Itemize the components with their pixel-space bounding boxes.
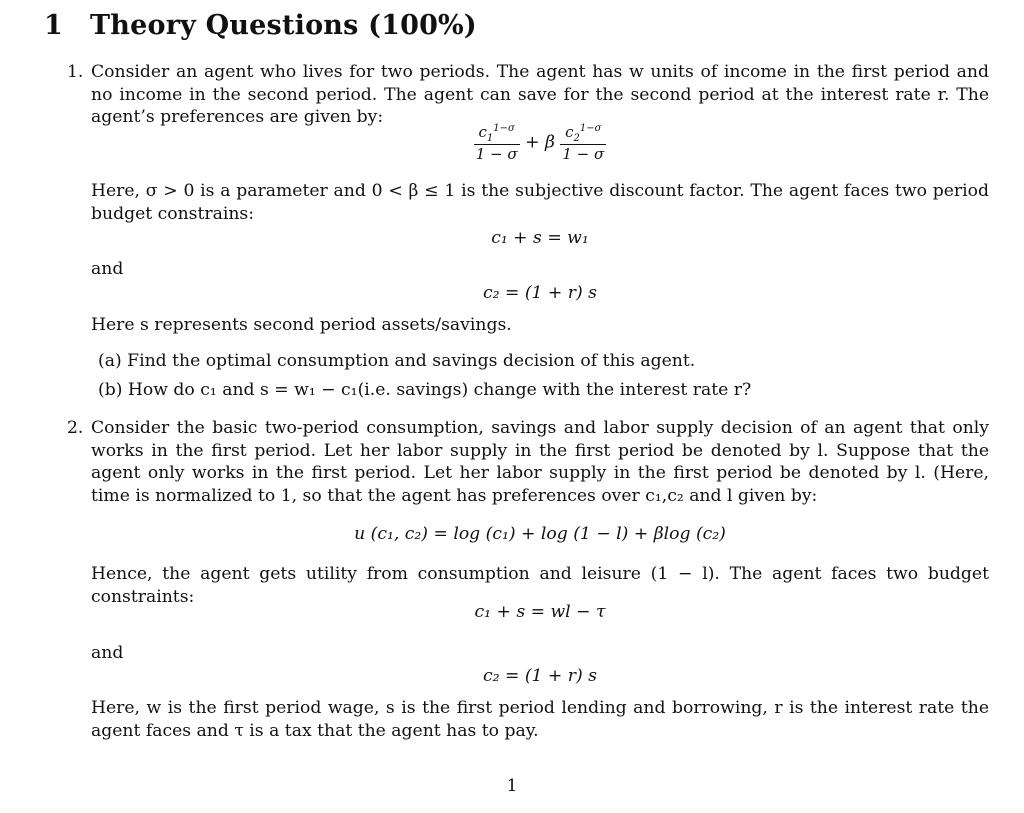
q1-part-a: [98, 350, 695, 373]
q2-utility-equation: u (c₁, c₂) = log (c₁) + log (1 − l) + βlog (c₂): [354, 524, 726, 544]
q1-part-b: [98, 379, 751, 402]
section-heading: [44, 10, 477, 41]
section-title: Theory Questions (100%): [90, 10, 477, 41]
q1-budget-1: c₁ + s = w₁: [491, 228, 589, 248]
q2-and: and: [91, 643, 124, 663]
q1-intro: Consider an agent who lives for two periods. The agent has w units of income in the first period and no income in the second period. The agent can save for the second period at the interest rate r. The agent’s preferences are given by:: [91, 62, 989, 127]
q1-utility-equation: $\frac{c_1^{1-\sigma}}{1 - \sigma}$ + β $\frac{c_2^{1-\sigma}}{1 - \sigma}$: [475, 123, 605, 163]
q1-after-utility: Here, σ > 0 is a parameter and 0 < β ≤ 1 is the subjective discount factor. The agent faces two period budget constrains:: [91, 181, 989, 224]
q2-intro: Consider the basic two-period consumption, savings and labor supply decision of an agent that only works in the first period. Let her labor supply in the first period be denoted by l. Suppose that the agent only works in the first period. Let her labor supply in the first period be denoted by l. (Here, time is normalized to 1, so that the agent has preferences over c₁,c₂ and l given by:: [91, 418, 989, 506]
section-number: 1: [44, 10, 63, 41]
q1-part-b-text: How do c₁ and s = w₁ − c₁(i.e. savings) change with the interest rate r?: [127, 380, 752, 400]
q2-budget-1: c₁ + s = wl − τ: [474, 602, 606, 622]
page-number: 1: [506, 776, 518, 796]
q1-savings-note: Here s represents second period assets/savings.: [91, 315, 512, 335]
q1-part-b-label: (b): [98, 380, 123, 400]
q1-part-a-label: (a): [98, 351, 122, 371]
q1-number: 1.: [67, 62, 84, 82]
q1-and: and: [91, 259, 124, 279]
q1-part-a-text: Find the optimal consumption and savings decision of this agent.: [127, 351, 696, 371]
q2-closing: Here, w is the first period wage, s is the first period lending and borrowing, r is the interest rate the agent faces and τ is a tax that the agent has to pay.: [91, 698, 989, 741]
q2-after-utility: Hence, the agent gets utility from consumption and leisure (1 − l). The agent faces two budget constraints:: [91, 564, 989, 607]
q1-budget-2: c₂ = (1 + r) s: [482, 283, 598, 303]
q2-number: 2.: [67, 418, 84, 438]
q2-budget-2: c₂ = (1 + r) s: [482, 666, 598, 686]
